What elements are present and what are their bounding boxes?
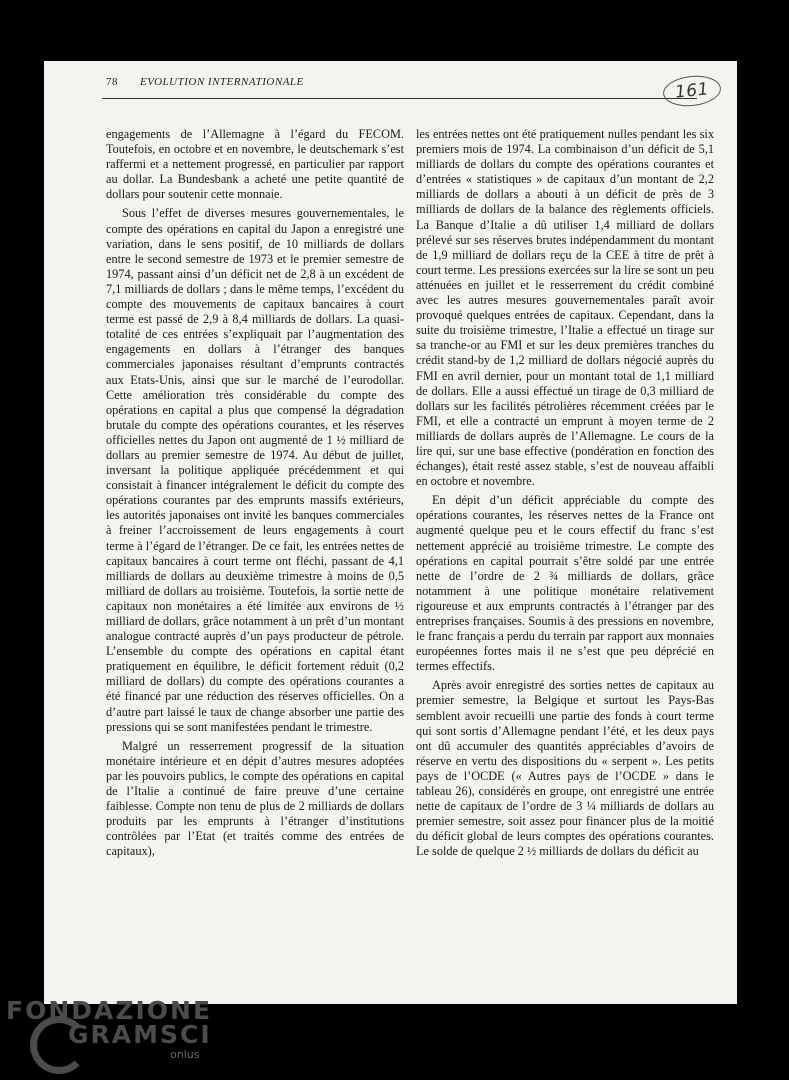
right-column — [416, 127, 714, 864]
paragraph: Sous l’effet de diverses mesures gouvernementales, le compte des opérations en capital du Japon a enregistré une variation, dans le sens positif, de 10 milliards de dollars entre le second semestre de 1973 et le premier semestre de 1974, passant ainsi d’un déficit net de 2,8 à un excédent de 7,1 milliards de dollars ; dans le même temps, l’excédent du compte des mouvements de capitaux bancaires à court terme est passé de 2,9 à 8,4 milliards de dollars. La quasi-totalité de ces entrées s’expliquait par l’augmentation des engagements en dollars à l’étranger des banques commerciales japonaises résultant d’emprunts contractés aux Etats-Unis, ainsi que sur le marché de l’eurodollar. Cette amélioration très considérable du compte des opérations en capital a plus que compensé la dégradation brutale du compte des opérations courantes, et les réserves officielles nettes du Japon ont augmenté de 1 ½ milliard de dollars au premier semestre de 1974. Au début de juillet, inversant la politique appliquée précédemment et qui consistait à financer intégralement le déficit du compte des opérations courantes par des emprunts massifs extérieurs, les autorités japonaises ont invité les banques commerciales à freiner l’accroissement de leurs engagements à court terme à l’égard de l’étranger. De ce fait, les entrées nettes de capitaux bancaires à court terme ont fléchi, passant de 4,1 milliards de dollars au deuxième trimestre à moins de 0,5 milliard de dollars au troisième. Toutefois, la sortie nette de capitaux non monétaires a été limitée aux environs de ½ milliard de dollars, grâce notamment à un prêt d’un montant analogue contracté auprès d’un pays producteur de pétrole. L’ensemble du compte des opérations en capital étant pratiquement en équilibre, le déficit fortement réduit (0,2 milliard de dollars) du compte des opérations courantes a été financé par une réduction des réserves officielles. On a d’autre part laissé le taux de change absorber une partie des pressions qui se sont manifestées pendant le trimestre. — [106, 206, 404, 734]
paragraph: engagements de l’Allemagne à l’égard du FECOM. Toutefois, en octobre et en novembre, le deutschemark s’est raffermi et a nettement progressé, en particulier par rapport au dollar. La Bundesbank a acheté une petite quantité de dollars pour soutenir cette monnaie. — [106, 127, 404, 202]
page-number: 78 — [106, 76, 118, 88]
watermark-line-1: FONDAZIONE — [6, 996, 213, 1025]
paragraph: En dépit d’un déficit appréciable du compte des opérations courantes, les réserves nettes de la France ont augmenté quelque peu et le cours effectif du franc s’est nettement apprécié au troisième trimestre. Le compte des opérations en capital pourrait s’être soldé par une entrée nette de l’ordre de 2 ¾ milliards de dollars, grâce notamment à une politique monétaire relativement rigoureuse et aux emprunts contractés à l’étranger par des entreprises françaises. Soumis à des pressions en novembre, le franc français a perdu du terrain par rapport aux monnaies européennes fortes mais il ne s’est que peu déprécié en termes effectifs. — [416, 493, 714, 674]
paragraph: Malgré un resserrement progressif de la situation monétaire intérieure et en dépit d’autres mesures adoptées par les pouvoirs publics, le compte des opérations en capital de l’Italie a continué de faire preuve d’une certaine faiblesse. Compte non tenu de plus de 2 milliards de dollars produits par les emprunts à l’étranger d’institutions contrôlées par l’Etat (et traités comme des entrées de capitaux), — [106, 738, 404, 859]
watermark-line-3: onlus — [170, 1048, 200, 1061]
fondazione-gramsci-watermark — [0, 990, 230, 1075]
archive-stamp: 161 — [662, 73, 723, 109]
watermark-line-2: GRAMSCI — [68, 1020, 212, 1049]
paragraph: Après avoir enregistré des sorties nettes de capitaux au premier semestre, la Belgique et surtout les Pays-Bas semblent avoir recueilli une partie des fonds à court terme qui sont sortis d’Allemagne pendant l’été, et les deux pays ont dû accumuler des quantités appréciables d’avoirs de réserve en vertu des dispositions du « serpent ». Les petits pays de l’OCDE (« Autres pays de l’OCDE » dans le tableau 26), considérés en groupe, ont enregistré une entrée nette de capitaux de l’ordre de 3 ¼ milliards de dollars au premier semestre, soit assez pour financer plus de la moitié du déficit global de leurs comptes des opérations courantes. Le solde de quelque 2 ½ milliards de dollars du déficit au — [416, 678, 714, 859]
running-header — [102, 74, 727, 103]
running-title: EVOLUTION INTERNATIONALE — [140, 76, 304, 88]
left-column — [106, 127, 404, 864]
header-rule — [102, 98, 697, 99]
document-page — [44, 61, 737, 1004]
paragraph: les entrées nettes ont été pratiquement nulles pendant les six premiers mois de 1974. La combinaison d’un déficit de 5,1 milliards de dollars du compte des opérations courantes et d’entrées « statistiques » de capitaux d’un montant de 2,2 milliards de dollars a abouti à un déficit de près de 3 milliards de dollars de la balance des règlements officiels. La Banque d’Italie a dû utiliser 1,4 milliard de dollars prélevé sur ses réserves brutes indépendamment du montant de 1,9 milliard de dollars reçu de la CEE à titre de prêt à court terme. Les pressions exercées sur la lire se sont un peu atténuées en juillet et le resserrement du crédit combiné avec les autres mesures gouvernementales paraît avoir provoqué quelques entrées de capitaux. Cependant, dans la suite du troisième trimestre, l’Italie a effectué un tirage sur sa tranche-or au FMI et sur les deux premières tranches du crédit stand-by de 1,2 milliard de dollars négocié auprès du FMI en avril dernier, pour un montant total de 1,1 milliard de dollars. Elle a aussi effectué un tirage de 0,3 milliard de dollars sur les facilités pétrolières récemment créées par le FMI, et elle a contracté un emprunt à moyen terme de 2 milliards de dollars auprès de l’Allemagne. Le cours de la lire qui, sur une base effective (pondération en fonction des échanges), était resté assez stable, s’est de nouveau affaibli en octobre et novembre. — [416, 127, 714, 489]
